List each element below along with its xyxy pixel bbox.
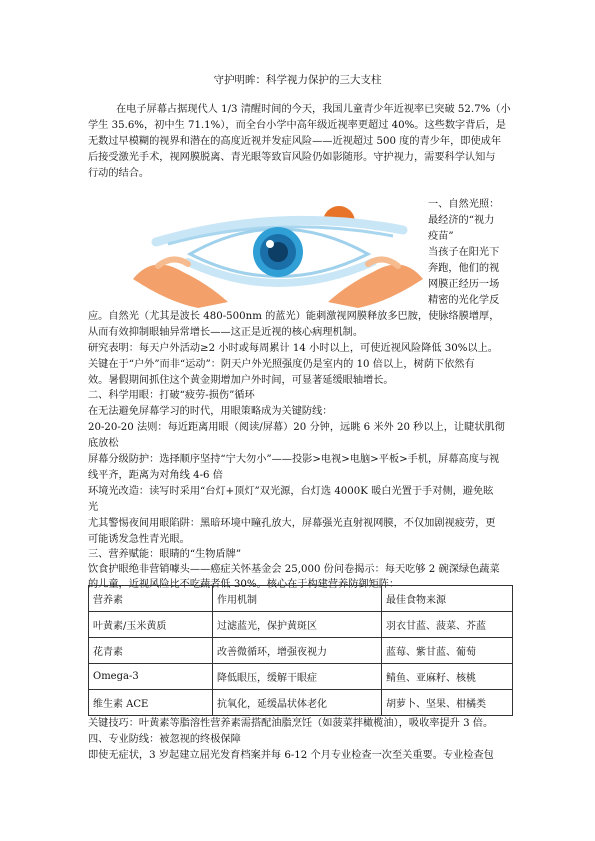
section4-line: 即使无症状，3 岁起建立屈光发育档案并每 6-12 个月专业检查一次至关重要。专业检查包 <box>88 750 494 761</box>
section2-heading: 二、科学用眼：打破“疲劳-损伤”循环 <box>88 390 255 401</box>
table-cell: 抗氧化，延缓晶状体老化 <box>213 690 382 716</box>
section1-side-line: 最经济的“视力 <box>428 215 495 226</box>
section1-line: 关键在于“户外”而非“运动”：阴天户外光照强度仍是室内的 10 倍以上，树荫下依然有 <box>88 359 475 370</box>
page-title: 守护明眸：科学视力保护的三大支柱 <box>213 74 382 86</box>
section2-line: 线平齐，距离为对角线 4-6 倍 <box>88 470 223 481</box>
section2-line: 光 <box>88 502 99 513</box>
section2-line: 尤其警惕夜间用眼陷阱：黑暗环境中瞳孔放大，屏幕强光直射视网膜，不仅加剧视疲劳，更 <box>88 518 496 529</box>
section2-line: 环境光改造：读写时采用“台灯+顶灯”双光源，台灯选 4000K 暖白光置于手对侧，避免眩 <box>88 486 494 497</box>
table-header: 作用机制 <box>213 586 382 612</box>
table-cell: 蓝莓、紫甘蓝、葡萄 <box>382 638 513 664</box>
table-cell: 维生素 ACE <box>89 690 213 716</box>
section1-side-line: 精密的光化学反 <box>428 295 500 306</box>
table-row <box>89 664 513 690</box>
table-row <box>89 638 513 664</box>
hands-holding-eye-illustration <box>128 184 428 308</box>
section1-line: 从而有效抑制眼轴异常增长——这正是近视的核心病理机制。 <box>88 327 364 338</box>
section1-side-line: 当孩子在阳光下 <box>428 247 500 258</box>
section3-line: 的儿童，近视风险比不吃蔬者低 30%。核心在于构建营养防御矩阵： <box>88 579 400 590</box>
table-cell: 花青素 <box>89 638 213 664</box>
intro-line-1: 在电子屏幕占据现代人 1/3 清醒时间的今天，我国儿童青少年近视率已突破 52.7%（小 <box>116 104 511 115</box>
table-cell: 改善微循环，增强夜视力 <box>213 638 382 664</box>
table-row <box>89 612 513 638</box>
table-cell: 胡萝卜、坚果、柑橘类 <box>382 690 513 716</box>
section1-line: 效。暑假期间抓住这个黄金期增加户外时间，可显著延缓眼轴增长。 <box>88 375 394 386</box>
section1-heading: 一、自然光照： <box>428 199 500 210</box>
nutrient-table <box>88 585 513 716</box>
table-cell: 叶黄素/玉米黄质 <box>89 612 213 638</box>
table-cell: Omega-3 <box>89 664 213 690</box>
table-row <box>89 690 513 716</box>
section3-tip: 关键技巧：叶黄素等脂溶性营养素需搭配油脂烹饪（如菠菜拌橄榄油），吸收率提升 3 倍。 <box>88 718 494 729</box>
section1-line: 应。自然光（尤其是波长 480-500nm 的蓝光）能刺激视网膜释放多巴胺，使脉络膜增厚， <box>88 311 500 322</box>
section1-line: 研究表明：每天户外活动≥2 小时或每周累计 14 小时以上，可使近视风险降低 30%以上。 <box>88 343 498 354</box>
section2-line: 屏幕分级防护：选择顺序坚持“宁大勿小”——投影>电视>电脑>平板>手机，屏幕高度与视 <box>88 454 500 465</box>
section1-side-line: 网膜正经历一场 <box>428 279 500 290</box>
section2-line: 在无法避免屏幕学习的时代，用眼策略成为关键防线： <box>88 406 333 417</box>
intro-line-4: 后接受激光手术，视网膜脱离、青光眼等致盲风险仍如影随形。守护视力，需要科学认知与 <box>88 152 496 163</box>
intro-line-5: 行动的结合。 <box>88 168 150 179</box>
section1-side-line: 奔跑，他们的视 <box>428 263 500 274</box>
intro-line-2: 学生 35.6%，初中生 71.1%），而全台小学中高年级近视率更超过 40%。这些数字背后，是 <box>88 120 506 131</box>
table-header: 营养素 <box>89 586 213 612</box>
section2-line: 可能诱发急性青光眼。 <box>88 534 190 545</box>
section2-line: 20-20-20 法则：每近距离用眼（阅读/屏幕）20 分钟，远眺 6 米外 20 秒以上，让睫状肌彻 <box>88 422 505 433</box>
section1-side-line: 疫苗” <box>428 231 454 242</box>
table-cell: 羽衣甘蓝、菠菜、芥蓝 <box>382 612 513 638</box>
intro-line-3: 无数过早模糊的视界和潜在的高度近视并发症风险——近视超过 500 度的青少年，即使成年 <box>88 136 502 147</box>
section2-line: 底放松 <box>88 438 119 449</box>
table-header: 最佳食物来源 <box>382 586 513 612</box>
table-cell: 降低眼压，缓解干眼症 <box>213 664 382 690</box>
table-cell: 鲭鱼、亚麻籽、核桃 <box>382 664 513 690</box>
section3-line: 饮食护眼绝非营销噱头——癌症关怀基金会 25,000 份问卷揭示：每天吃够 2 碗深绿色蔬菜 <box>88 564 500 575</box>
section3-heading: 三、营养赋能：眼睛的“生物盾牌” <box>88 549 242 560</box>
table-header-row <box>89 586 513 612</box>
table-cell: 过滤蓝光，保护黄斑区 <box>213 612 382 638</box>
section4-heading: 四、专业防线：被忽视的终极保障 <box>88 734 241 745</box>
